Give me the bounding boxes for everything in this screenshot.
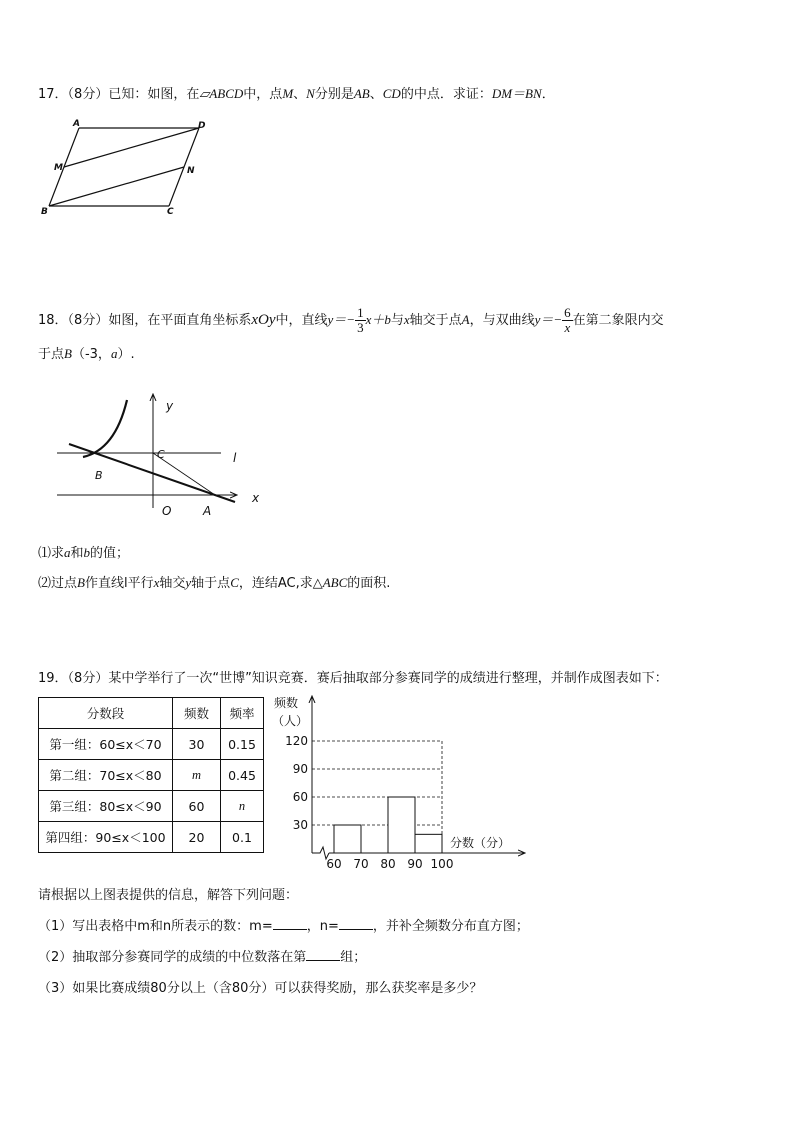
x-tick-label: 100 xyxy=(430,857,454,871)
y-axis-label: 频数 xyxy=(274,696,299,710)
answer-blank-n[interactable] xyxy=(339,917,373,930)
table-cell: 第四组：90≤x＜100 xyxy=(39,822,173,853)
label-l: l xyxy=(233,451,237,465)
label-a: A xyxy=(203,504,212,518)
parallelogram-figure xyxy=(36,118,226,222)
answer-blank-group[interactable] xyxy=(306,948,340,961)
table-cell: m xyxy=(173,760,221,791)
label-o: O xyxy=(162,504,172,518)
table-cell: 第一组：60≤x＜70 xyxy=(39,729,173,760)
x-tick-label: 90 xyxy=(407,857,423,871)
q19-stem: 19．（8分）某中学举行了一次“世博”知识竞赛．赛后抽取部分参赛同学的成绩进行整理，并制作成图表如下： xyxy=(38,671,668,686)
label-m: M xyxy=(54,163,63,173)
x-tick-label: 60 xyxy=(326,857,342,871)
q19-part3: （3）如果比赛成绩80分以上（含80分）可以获得奖励，那么获奖率是多少？ xyxy=(38,981,483,996)
histogram-bar xyxy=(388,797,415,853)
x-axis-label: 分数（分） xyxy=(450,836,511,850)
q18-sub1: ⑴求a和b的值； xyxy=(38,545,130,561)
table-row xyxy=(39,760,264,791)
x-tick-label: 70 xyxy=(353,857,369,871)
q19-prompt: 请根据以上图表提供的信息，解答下列问题： xyxy=(38,888,299,903)
q17-stem: 17．（8分）已知：如图，在▱ABCD中，点M、N分别是AB、CD的中点．求证：DM＝BN． xyxy=(38,86,555,102)
q18-sub2: ⑵过点B作直线l平行x轴交y轴于点C，连结AC,求△ABC的面积. xyxy=(38,575,391,591)
label-y: y xyxy=(166,399,174,413)
coordinate-figure xyxy=(55,390,275,525)
y-tick-label: 30 xyxy=(292,818,308,832)
table-row xyxy=(39,822,264,853)
segment-bn xyxy=(49,167,184,206)
table-cell: 20 xyxy=(173,822,221,853)
table-row xyxy=(39,729,264,760)
histogram-bar xyxy=(334,825,361,853)
label-n: N xyxy=(187,166,195,176)
hyperbola-curve xyxy=(83,400,127,457)
y-axis-label: （人） xyxy=(272,714,309,728)
y-tick-label: 90 xyxy=(292,762,308,776)
histogram-bar xyxy=(415,834,442,853)
label-c: C xyxy=(167,207,174,217)
fraction-one-third: $\frac{1}{3}$ xyxy=(357,305,364,335)
table-cell: 第三组：80≤x＜90 xyxy=(39,791,173,822)
table-cell: 60 xyxy=(173,791,221,822)
x-tick-label: 80 xyxy=(380,857,396,871)
label-c: C xyxy=(157,448,165,461)
q18-stem-line2: 于点B（-3，a）. xyxy=(38,346,135,362)
frequency-table xyxy=(38,697,264,853)
answer-blank-m[interactable] xyxy=(273,917,307,930)
table-cell: 0.1 xyxy=(221,822,264,853)
table-cell: 30 xyxy=(173,729,221,760)
segment-dm xyxy=(64,128,199,167)
table-cell: 0.45 xyxy=(221,760,264,791)
table-header: 分数段 xyxy=(39,698,173,729)
table-cell: 第二组：70≤x＜80 xyxy=(39,760,173,791)
table-cell: 0.15 xyxy=(221,729,264,760)
table-header-row xyxy=(39,698,264,729)
label-b: B xyxy=(95,469,103,482)
table-cell: n xyxy=(221,791,264,822)
q19-part1: （1）写出表格中m和n所表示的数：m= ，n= ，并补全频数分布直方图； xyxy=(38,919,529,934)
table-row xyxy=(39,791,264,822)
y-tick-label: 60 xyxy=(292,790,308,804)
table-header: 频率 xyxy=(221,698,264,729)
table-header: 频数 xyxy=(173,698,221,729)
fraction-six-over-x: $\frac{6}{x}$ xyxy=(564,305,571,335)
label-a: A xyxy=(73,119,80,129)
label-b: B xyxy=(41,207,48,217)
q18-stem-line1: 18．（8分）如图，在平面直角坐标系xOy中，直线y＝− $\frac{1}{3}$ x＋b与x轴交于点A，与双曲线y＝− $\frac{6}{x}$ 在第二象限内交 xyxy=(38,305,664,335)
y-tick-label: 120 xyxy=(285,734,308,748)
q19-part2: （2）抽取部分参赛同学的成绩的中位数落在第 组； xyxy=(38,950,367,965)
histogram-chart xyxy=(270,690,530,875)
label-d: D xyxy=(198,121,206,131)
label-x: x xyxy=(252,491,260,505)
